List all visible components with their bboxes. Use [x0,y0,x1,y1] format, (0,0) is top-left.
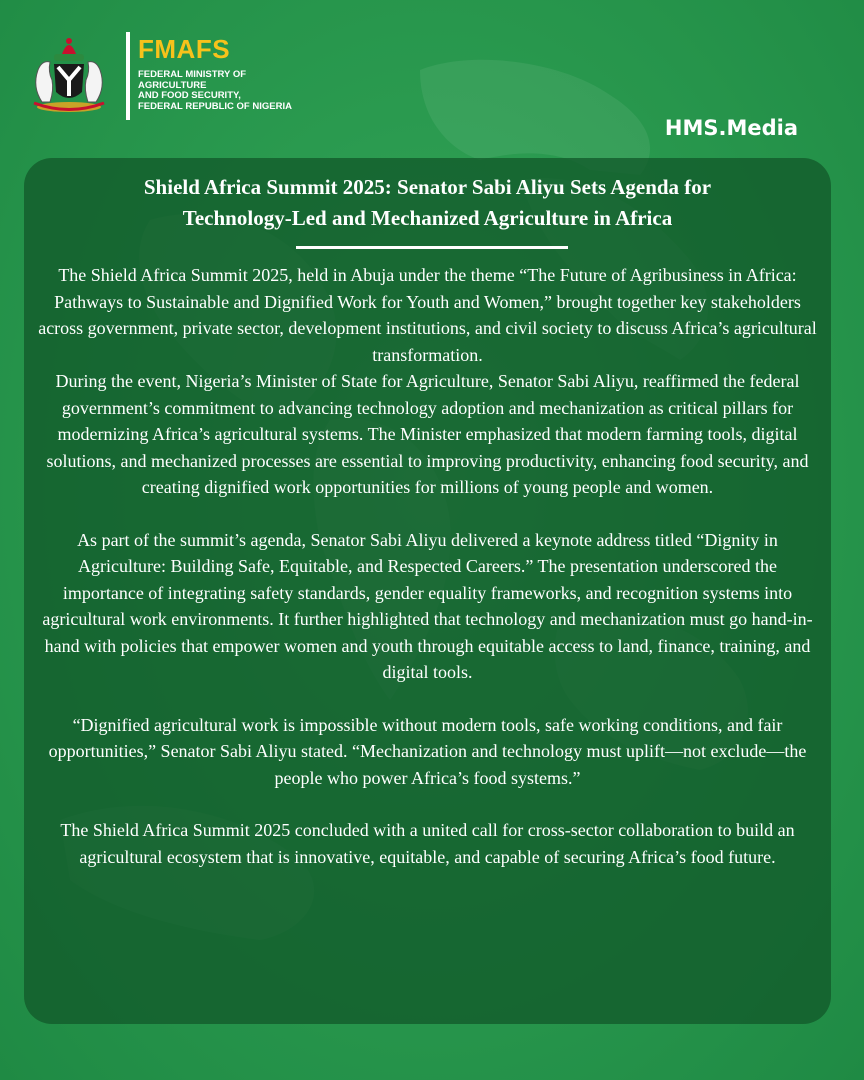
title-underline [296,246,568,249]
article-title-line: Technology-Led and Mechanized Agriculture in Africa [182,206,673,230]
article-paragraph: The Shield Africa Summit 2025 concluded with a united call for cross-sector collaboration to build an agricultural ecosystem that is innovative, equitable, and capable of securing Africa’s food future. [60,820,795,867]
nigeria-coat-of-arms-icon [24,32,114,114]
ministry-full-name [138,70,338,112]
ministry-name-line: FEDERAL MINISTRY OF [138,69,247,80]
article-paragraph: “Dignified agricultural work is impossible without modern tools, safe working conditions, and fair opportunities,” Senator Sabi Aliyu stated. “Mechanization and technology must uplift—not exclude—the people who power Africa’s food systems.” [48,714,807,788]
article-paragraph: As part of the summit’s agenda, Senator Sabi Aliyu delivered a keynote address titled “Dignity in Agriculture: Building Safe, Equitable, and Respected Careers.” The presentation underscored the importance of integrating safety standards, gender equality frameworks, and recognition systems into agricultural work environments. It further highlighted that technology and mechanization must go hand-in-hand with policies that empower women and youth through equitable access to land, finance, training, and digital tools. [42,529,813,682]
media-credit: HMS.Media [664,116,798,140]
article-title [64,172,791,234]
article-body [38,262,817,870]
ministry-header [24,30,344,130]
article-title-line: Shield Africa Summit 2025: Senator Sabi Aliyu Sets Agenda for [143,175,712,199]
ministry-acronym: FMAFS [138,34,231,64]
ministry-name-line: FEDERAL REPUBLIC OF NIGERIA [138,100,292,112]
article-paragraph: The Shield Africa Summit 2025, held in Abuja under the theme “The Future of Agribusiness in Africa: Pathways to Sustainable and Dignified Work for Youth and Women,” brought together key stakeholders across government, private sector, development institutions, and civil society to discuss Africa’s agricultural transformation. [38,265,817,365]
header-divider [126,32,130,120]
article-card [24,158,831,1024]
article-paragraph: During the event, Nigeria’s Minister of State for Agriculture, Senator Sabi Aliyu, reaffirmed the federal government’s commitment to advancing technology adoption and mechanization as critical pillars for modernizing Africa’s agricultural systems. The Minister emphasized that modern farming tools, digital solutions, and mechanized processes are essential to improving productivity, enhancing food security, and creating dignified work opportunities for millions of young people and women. [46,371,809,497]
ministry-name-line: AND FOOD SECURITY, [138,90,241,101]
ministry-name-line: AGRICULTURE [138,79,207,91]
